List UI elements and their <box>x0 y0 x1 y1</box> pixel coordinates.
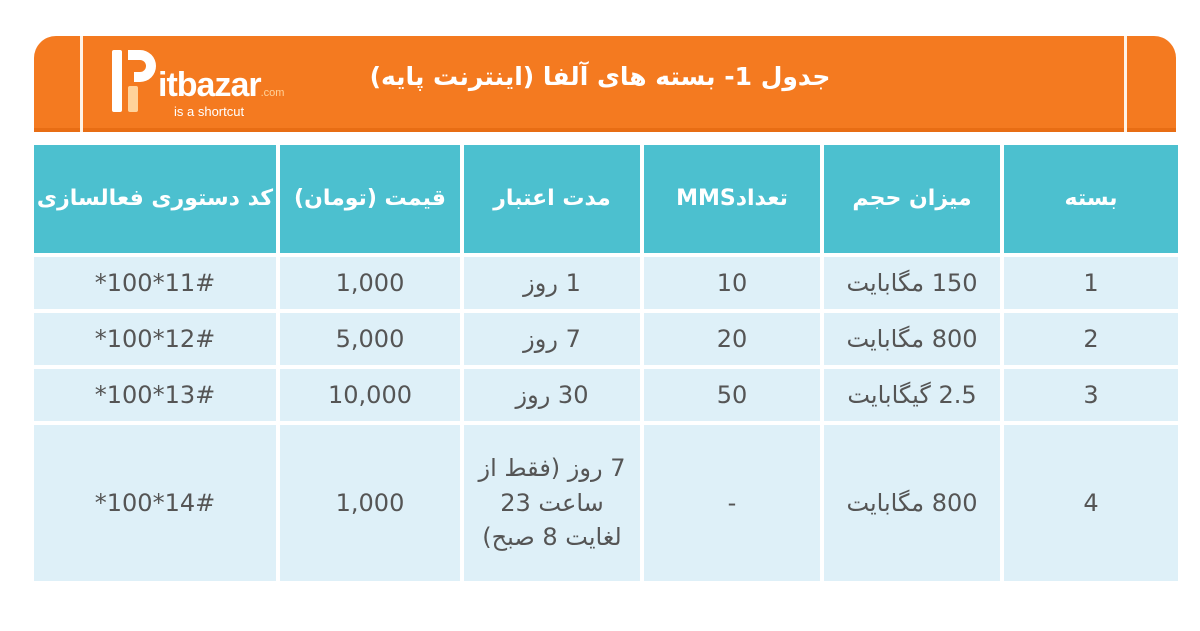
cell-price: 1,000 <box>280 257 460 309</box>
itbazar-logo <box>106 44 316 126</box>
cell-code: *100*12# <box>34 313 276 365</box>
col-header-price: قیمت (تومان) <box>280 145 460 253</box>
logo-wordmark: itbazar.com <box>158 66 285 104</box>
itbazar-logo-icon <box>106 46 156 118</box>
col-header-code: کد دستوری فعالسازی <box>34 145 276 253</box>
cell-mms: 10 <box>644 257 820 309</box>
table-row <box>34 425 1178 581</box>
cell-volume: 800 مگابایت <box>824 313 1000 365</box>
col-header-volume: میزان حجم <box>824 145 1000 253</box>
cell-package: 2 <box>1004 313 1178 365</box>
cell-code: *100*14# <box>34 425 276 581</box>
cell-mms: 20 <box>644 313 820 365</box>
cell-validity: 1 روز <box>464 257 640 309</box>
cell-package: 4 <box>1004 425 1178 581</box>
banner-divider-left <box>80 36 83 132</box>
cell-package: 1 <box>1004 257 1178 309</box>
cell-package: 3 <box>1004 369 1178 421</box>
cell-validity: 30 روز <box>464 369 640 421</box>
cell-price: 1,000 <box>280 425 460 581</box>
col-header-validity: مدت اعتبار <box>464 145 640 253</box>
table-row <box>34 257 1178 309</box>
table-row <box>34 369 1178 421</box>
cell-price: 5,000 <box>280 313 460 365</box>
col-header-mms: تعدادMMS <box>644 145 820 253</box>
cell-code: *100*11# <box>34 257 276 309</box>
cell-volume: 800 مگابایت <box>824 425 1000 581</box>
cell-code: *100*13# <box>34 369 276 421</box>
page-title: جدول 1- بسته های آلفا (اینترنت پایه) <box>369 62 831 91</box>
table-row <box>34 313 1178 365</box>
banner-divider-right <box>1124 36 1127 132</box>
col-header-package: بسته <box>1004 145 1178 253</box>
cell-volume: 2.5 گیگابایت <box>824 369 1000 421</box>
cell-mms: 50 <box>644 369 820 421</box>
cell-validity: 7 روز (فقط از ساعت 23 لغایت 8 صبح) <box>464 425 640 581</box>
table-header-row <box>34 145 1178 253</box>
cell-validity: 7 روز <box>464 313 640 365</box>
cell-volume: 150 مگابایت <box>824 257 1000 309</box>
logo-tagline: is a shortcut <box>174 104 245 119</box>
cell-mms: - <box>644 425 820 581</box>
cell-price: 10,000 <box>280 369 460 421</box>
packages-table <box>30 141 1182 585</box>
